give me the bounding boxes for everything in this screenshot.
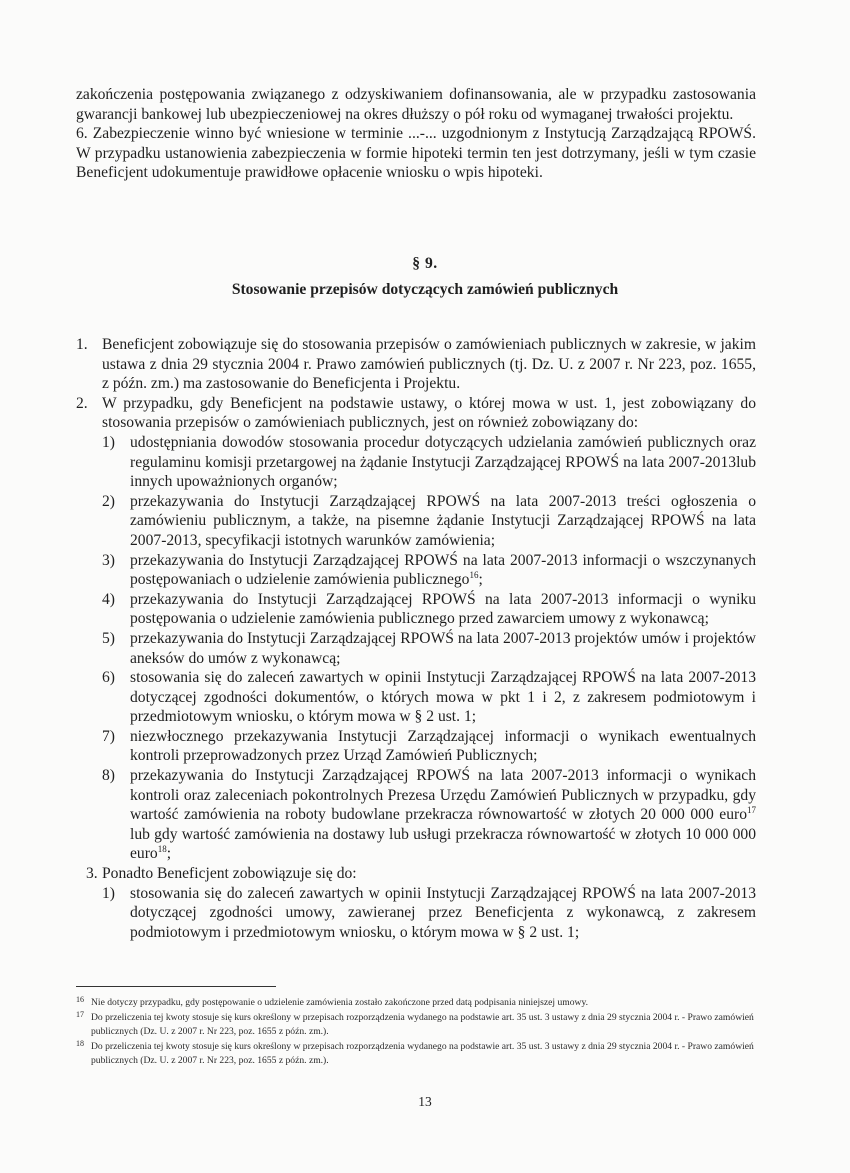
sub-item-4 [76, 590, 756, 629]
sub-item-2 [76, 492, 756, 551]
sub-item-1 [76, 433, 756, 492]
sub-item-number: 2) [102, 492, 115, 510]
footnote-number: 16 [76, 995, 84, 1004]
sub-item-5 [76, 629, 756, 668]
footnote-18 [76, 1040, 756, 1067]
sub-item-number: 6) [102, 669, 115, 687]
list-item-2 [76, 394, 756, 433]
footnote-16 [76, 996, 756, 1009]
security-paragraph: 6. Zabezpieczenie winno być wniesione w terminie ...-... uzgodnionym z Instytucją Zarządzającą RPOWŚ. W przypadku ustanowienia zabezpieczenia w formie hipoteki termin ten jest dotrzymany, jeśli w tym czasie Beneficjent udokumentuje prawidłowe opłacenie wniosku o wpis hipoteki. [76, 125, 756, 182]
sub-list-2 [76, 433, 756, 864]
footnote-text: Nie dotyczy przypadku, gdy postępowanie o udzielenie zamówienia zostało zakończone przed datą podpisania niniejszej umowy. [91, 997, 589, 1008]
sub-item-text: przekazywania do Instytucji Zarządzającej RPOWŚ na lata 2007-2013 informacji o wynikach kontroli oraz zaleceniach pokontrolnych Prezesa Urzędu Zamówień Publicznych w przypadku, gdy wartość zamówienia na roboty budowlane przekracza równowartość w złotych 20 000 000 euro [130, 767, 756, 824]
section-title: Stosowanie przepisów dotyczących zamówień publicznych [231, 281, 619, 298]
list-item-number: 3. [86, 865, 98, 883]
sub-item-3 [76, 551, 756, 590]
sub-item-number: 8) [102, 767, 115, 785]
intro-section [76, 85, 756, 183]
sub-item-6 [76, 668, 756, 727]
sub-item-punct: ; [166, 845, 172, 863]
footnote-number: 17 [76, 1010, 84, 1020]
list-item-1 [76, 335, 756, 394]
sub-item-number: 1) [102, 433, 115, 451]
list-item-text: Beneficjent zobowiązuje się do stosowania przepisów o zamówieniach publicznych w zakresie, w jakim ustawa z dnia 29 stycznia 2004 r. Prawo zamówień publicznych (tj. Dz. U. z 2007 r. Nr 223, poz. 1655, z późn. zm.) ma zastosowanie do Beneficjenta i Projektu. [102, 336, 756, 393]
sub-item-punct: ; [478, 571, 483, 589]
sub-item-7 [76, 727, 756, 766]
sub-item-text: przekazywania do Instytucji Zarządzającej RPOWŚ na lata 2007-2013 informacji o wszczynanych postępowaniach o udzielenie zamówienia publicznego [130, 551, 756, 589]
obligations-list [76, 335, 756, 942]
footnote-17 [76, 1011, 756, 1038]
sub-item-text: przekazywania do Instytucji Zarządzającej RPOWŚ na lata 2007-2013 informacji o wyniku postępowania o udzielenie zamówienia publicznego przed zawarciem umowy z wykonawcą; [130, 590, 756, 628]
list-item-text: Ponadto Beneficjent zobowiązuje się do: [102, 865, 357, 883]
list-item-number: 1. [76, 336, 88, 353]
sub-item-text: udostępniania dowodów stosowania procedur dotyczących udzielania zamówień publicznych oraz regulaminu komisji przetargowej na żądanie Instytucji Zarządzającej RPOWŚ na lata 2007-2013lub innych upoważnionych organów; [130, 433, 756, 491]
sub-item-text-continued: lub gdy wartość zamówienia na dostawy lub usługi przekracza równowartość w złotych 10 000 000 euro [130, 825, 756, 863]
sub-item-number: 3) [102, 551, 115, 569]
footnote-text: Do przeliczenia tej kwoty stosuje się kurs określony w przepisach rozporządzenia wydanego na podstawie art. 35 ust. 3 ustawy z dnia 29 stycznia 2004 r. - Prawo zamówień publicznych (Dz. U. z 2007 r. Nr 223, poz. 1655 z późn. zm.). [91, 1041, 754, 1066]
sub-item-text: niezwłocznego przekazywania Instytucji Zarządzającej informacji o wynikach ewentualnych kontroli przeprowadzonych przez Urząd Zamówień Publicznych; [130, 727, 756, 765]
sub-item-text: przekazywania do Instytucji Zarządzającej RPOWŚ na lata 2007-2013 treści ogłoszenia o zamówieniu publicznym, a także, na pisemne żądanie Instytucji Zarządzającej RPOWŚ na lata 2007-2013, specyfikacji istotnych warunków zamówienia; [130, 492, 756, 549]
footnote-divider [76, 986, 276, 987]
sub-list-3 [76, 884, 756, 943]
sub-item-3-1 [76, 884, 756, 943]
intro-paragraph: zakończenia postępowania związanego z odzyskiwaniem dofinansowania, ale w przypadku zastosowania gwarancji bankowej lub ubezpieczeniowej na okres dłuższy o pół roku od wymaganej trwałości projektu. [76, 86, 756, 123]
page-number: 13 [418, 1094, 432, 1109]
sub-item-text: przekazywania do Instytucji Zarządzającej RPOWŚ na lata 2007-2013 projektów umów i projektów aneksów do umów z wykonawcą; [130, 629, 756, 667]
footnote-number: 18 [76, 1039, 84, 1049]
list-item-number: 2. [76, 394, 88, 412]
footnote-text: Do przeliczenia tej kwoty stosuje się kurs określony w przepisach rozporządzenia wydanego na podstawie art. 35 ust. 3 ustawy z dnia 29 stycznia 2004 r. - Prawo zamówień publicznych (Dz. U. z 2007 r. Nr 223, poz. 1655 z późn. zm.). [91, 1012, 754, 1037]
sub-item-8 [76, 766, 756, 864]
sub-item-number: 5) [102, 629, 115, 647]
sub-item-number: 7) [102, 727, 115, 745]
list-item-3 [76, 864, 756, 884]
section-number: § 9. [412, 255, 438, 272]
list-item-text: W przypadku, gdy Beneficjent na podstawie ustawy, o której mowa w ust. 1, jest zobowiązany do stosowania przepisów o zamówieniach publicznych, jest on również zobowiązany do: [102, 394, 756, 432]
footnote-ref-16: 16 [469, 569, 479, 580]
sub-item-number: 4) [102, 590, 115, 608]
footnotes [76, 996, 756, 1067]
footnote-ref-17: 17 [747, 805, 756, 816]
sub-item-text: stosowania się do zaleceń zawartych w opinii Instytucji Zarządzającej RPOWŚ na lata 2007-2013 dotyczącej zgodności dokumentów, o których mowa w pkt 1 i 2, z zakresem podmiotowym i przedmiotowym wniosku, o którym mowa w § 2 ust. 1; [130, 669, 756, 726]
sub-item-number: 1) [102, 884, 115, 902]
footnote-ref-18: 18 [157, 844, 167, 855]
sub-item-text: stosowania się do zaleceń zawartych w opinii Instytucji Zarządzającej RPOWŚ na lata 2007-2013 dotyczącej zgodności umowy, zawieranej przez Beneficjenta z wykonawcą, z zakresem podmiotowym i przedmiotowym wniosku, o którym mowa w § 2 ust. 1; [130, 884, 756, 941]
